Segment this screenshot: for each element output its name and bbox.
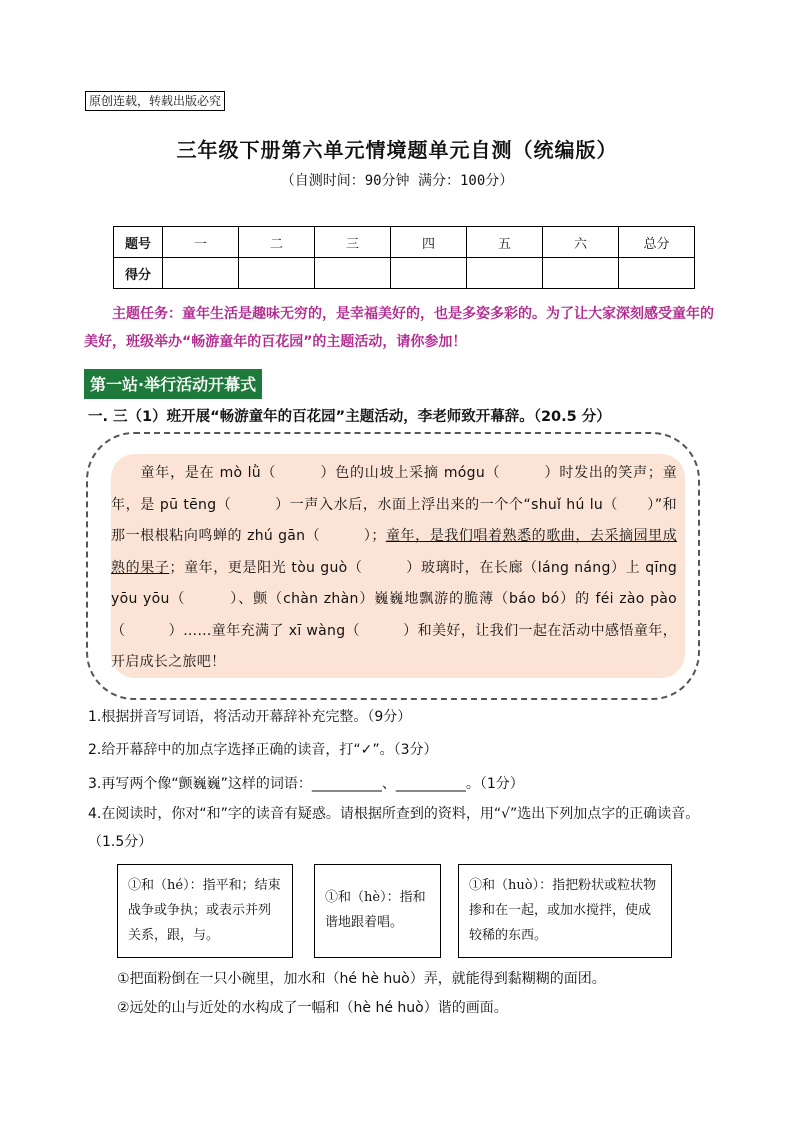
score-input-cell[interactable] <box>315 258 391 289</box>
score-input-cell[interactable] <box>239 258 315 289</box>
definition-box-he4: ①和（hè）：指和谐地跟着唱。 <box>314 864 441 958</box>
passage-part-1: 童年，是在 mò lǜ（ ）色的山坡上采摘 mógu（ ）时发出的笑声；童年，是 pū tēng（ ）一声入水后，水面上浮出来的一个个“shuǐ hú lu（ ）”和那一根根粘向鸣蝉的 zhú gān（ ）； <box>111 465 677 544</box>
definition-box-huo: ①和（huò）：指把粉状或粒状物掺和在一起，或加水搅拌，使成较稀的东西。 <box>458 864 672 958</box>
sub-question-3[interactable]: 3.再写两个像“颤巍巍”这样的词语：__________、__________。（1分） <box>88 776 524 792</box>
definition-box-he2: ①和（hé）：指平和；结束战争或争执；或表示并列关系，跟，与。 <box>117 864 293 958</box>
score-table-cell: 一 <box>163 227 239 258</box>
reading-choice-sentence-2[interactable]: ②远处的山与近处的水构成了一幅和（hè hé huò）谐的画面。 <box>117 1000 508 1016</box>
sub-question-1: 1.根据拼音写词语，将活动开幕辞补充完整。（9分） <box>88 709 412 725</box>
score-table <box>113 226 695 289</box>
copyright-notice: 原创连载，转载出版必究 <box>85 91 225 111</box>
score-input-cell[interactable] <box>467 258 543 289</box>
sub-question-2: 2.给开幕辞中的加点字选择正确的读音，打“✓”。（3分） <box>88 742 438 758</box>
theme-task: 主题任务：童年生活是趣味无穷的，是幸福美好的，也是多姿多彩的。为了让大家深刻感受童年的美好，班级举办“畅游童年的百花园”的主题活动，请你参加！ <box>84 306 714 350</box>
station-heading: 第一站·举行活动开幕式 <box>84 369 262 399</box>
score-table-cell: 题号 <box>114 227 163 258</box>
page-subtitle: （自测时间：90分钟 满分：100分） <box>280 173 514 189</box>
score-input-cell[interactable] <box>391 258 467 289</box>
score-table-header-row <box>114 227 695 258</box>
reading-choice-sentence-1[interactable]: ①把面粉倒在一只小碗里，加水和（hé hè huò）弄，就能得到黏糊糊的面团。 <box>117 971 606 987</box>
score-table-cell: 二 <box>239 227 315 258</box>
score-table-cell: 四 <box>391 227 467 258</box>
question-1-heading: 一. 三（1）班开展“畅游童年的百花园”主题活动，李老师致开幕辞。（20.5 分） <box>88 409 611 425</box>
page-title: 三年级下册第六单元情境题单元自测（统编版） <box>176 138 618 162</box>
score-table-cell: 五 <box>467 227 543 258</box>
sub-question-4: 4.在阅读时，你对“和”字的读音有疑惑。请根据所查到的资料，用“√”选出下列加点字的正确读音。（1.5分） <box>88 806 700 850</box>
score-table-cell: 六 <box>543 227 619 258</box>
passage-part-3: ；童年，更是阳光 tòu guò（ ）玻璃时，在长廊（láng náng）上 qīng yōu yōu（ ）、颤（chàn zhàn）巍巍地飘游的脆薄（báo bó）的 féi zào pào（ ）……童年充满了 xī wàng（ ）和美好，让我们一起在活动中感悟童年，开启成长之旅吧！ <box>111 559 678 670</box>
score-table-cell: 三 <box>315 227 391 258</box>
opening-speech-passage[interactable] <box>111 458 677 679</box>
score-input-cell[interactable] <box>543 258 619 289</box>
passage-underlined-sentence: 童年，是我们唱着熟悉的歌曲，去采摘园里成熟的果子 <box>111 528 678 576</box>
score-table-score-row <box>114 258 695 289</box>
score-label-cell: 得分 <box>114 258 163 289</box>
score-input-cell[interactable] <box>619 258 695 289</box>
score-input-cell[interactable] <box>163 258 239 289</box>
score-table-cell: 总分 <box>619 227 695 258</box>
